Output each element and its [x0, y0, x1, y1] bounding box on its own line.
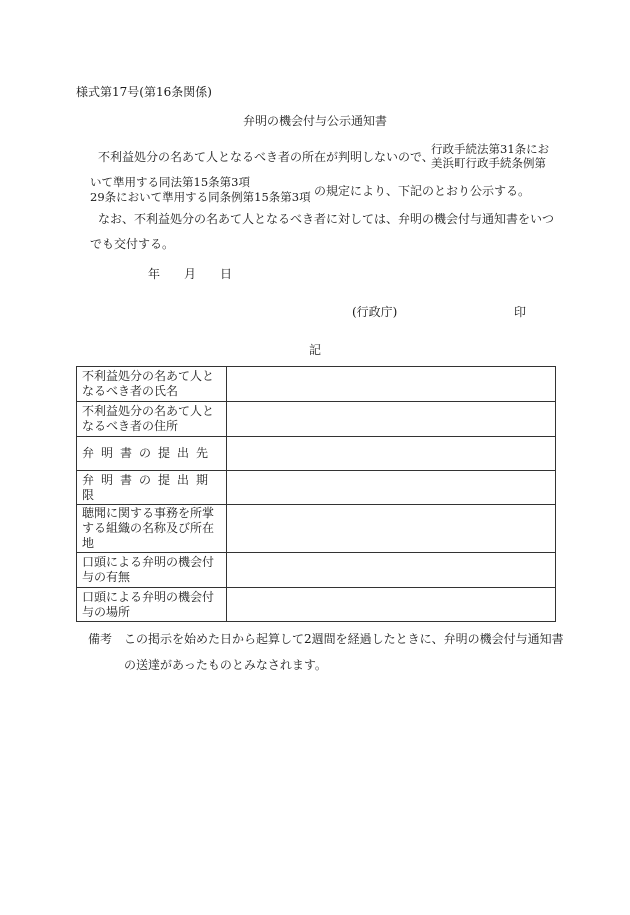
table-row — [77, 437, 556, 471]
body-line1-main: 不利益処分の名あて人となるべき者の所在が判明しないので、 — [98, 150, 434, 164]
row-value-submission-deadline — [227, 471, 556, 505]
ki-heading: 記 — [308, 343, 321, 357]
table-row — [77, 471, 556, 505]
document-title: 弁明の機会付与公示通知書 — [242, 114, 387, 128]
date-month-label: 月 — [184, 267, 197, 281]
row-label-recipient-name: 不利益処分の名あて人となるべき者の氏名 — [77, 367, 227, 402]
agency-label: (行政庁) — [352, 305, 398, 319]
seal-mark: 印 — [514, 305, 527, 319]
form-number: 様式第17号(第16条関係) — [76, 85, 212, 99]
table-row — [77, 367, 556, 402]
body-line2-alt-bottom: 29条において準用する同条例第15条第3項 — [90, 190, 311, 204]
row-value-organization — [227, 505, 556, 553]
row-label-oral-location: 口頭による弁明の機会付与の場所 — [77, 588, 227, 622]
row-value-oral-opportunity — [227, 553, 556, 588]
body-line2-main: の規定により、下記のとおり公示する。 — [314, 184, 531, 198]
row-label-submission-deadline: 弁明書の提出期限 — [77, 471, 227, 505]
row-label-organization: 聴聞に関する事務を所掌する組織の名称及び所在地 — [77, 505, 227, 553]
body-line1-alt-top: 行政手続法第31条にお — [431, 142, 550, 156]
table-row — [77, 505, 556, 553]
row-value-recipient-address — [227, 402, 556, 437]
body-line4: でも交付する。 — [90, 237, 175, 251]
remarks-line1: 備考 この掲示を始めた日から起算して2週間を経過したときに、弁明の機会付与通知書 — [88, 632, 564, 646]
table-row — [77, 553, 556, 588]
remarks-line2: の送達があったものとみなされます。 — [124, 658, 327, 672]
table-row — [77, 402, 556, 437]
row-value-recipient-name — [227, 367, 556, 402]
body-line3: なお、不利益処分の名あて人となるべき者に対しては、弁明の機会付与通知書をいつ — [98, 212, 555, 226]
body-line2-alt-top: いて準用する同法第15条第3項 — [90, 175, 250, 189]
row-value-oral-location — [227, 588, 556, 622]
date-year-label: 年 — [148, 267, 161, 281]
row-label-oral-opportunity: 口頭による弁明の機会付与の有無 — [77, 553, 227, 588]
row-label-submission-destination: 弁明書の提出先 — [77, 437, 227, 471]
table-row — [77, 588, 556, 622]
row-value-submission-destination — [227, 437, 556, 471]
row-label-recipient-address: 不利益処分の名あて人となるべき者の住所 — [77, 402, 227, 437]
date-day-label: 日 — [220, 267, 233, 281]
info-table — [76, 366, 556, 622]
body-line1-alt-bottom: 美浜町行政手続条例第 — [431, 156, 546, 170]
